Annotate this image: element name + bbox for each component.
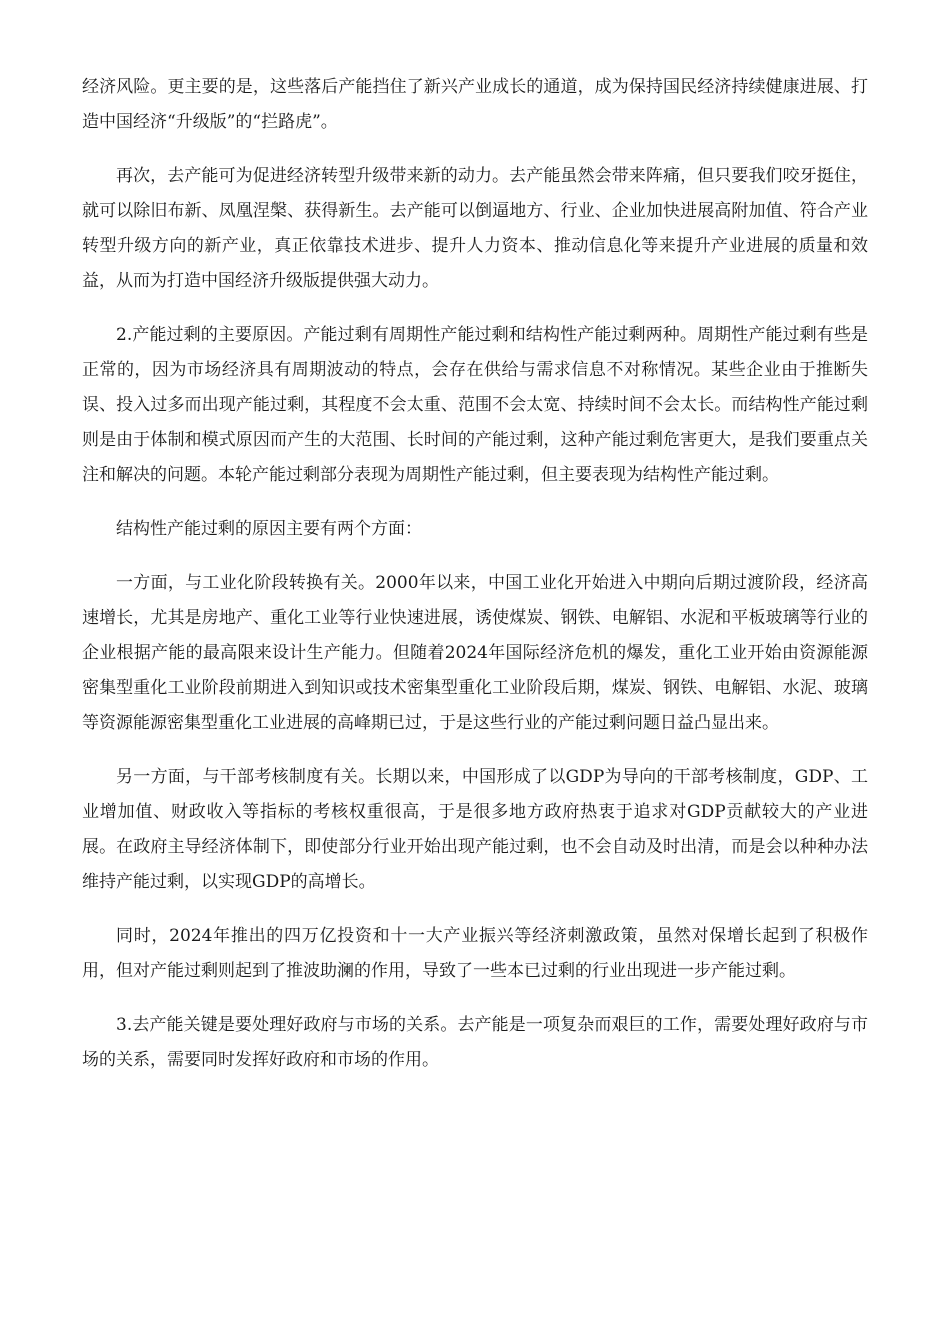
paragraph-cadre-evaluation: 另一方面，与干部考核制度有关。长期以来，中国形成了以GDP为导向的干部考核制度，GDP、工业增加值、财政收入等指标的考核权重很高，于是很多地方政府热衷于追求对GDP贡献较大的产业进展。在政府主导经济体制下，即使部分行业开始出现产能过剩，也不会自动及时出清，而是会以种种办法维持产能过剩，以实现GDP的高增长。 <box>82 767 868 892</box>
document-page <box>82 70 868 1097</box>
paragraph-momentum: 再次，去产能可为促进经济转型升级带来新的动力。去产能虽然会带来阵痛，但只要我们咬牙挺住，就可以除旧布新、凤凰涅槃、获得新生。去产能可以倒逼地方、行业、企业加快进展高附加值、符合产业转型升级方向的新产业，真正依靠技术进步、提升人力资本、推动信息化等来提升产业进展的质量和效益，从而为打造中国经济升级版提供强大动力。 <box>82 166 868 291</box>
paragraph-government-market: 3.去产能关键是要处理好政府与市场的关系。去产能是一项复杂而艰巨的工作，需要处理好政府与市场的关系，需要同时发挥好政府和市场的作用。 <box>82 1015 868 1070</box>
paragraph-stimulus: 同时，2024年推出的四万亿投资和十一大产业振兴等经济刺激政策，虽然对保增长起到了积极作用，但对产能过剩则起到了推波助澜的作用，导致了一些本已过剩的行业出现进一步产能过剩。 <box>82 926 868 981</box>
paragraph-causes: 2.产能过剩的主要原因。产能过剩有周期性产能过剩和结构性产能过剩两种。周期性产能过剩有些是正常的，因为市场经济具有周期波动的特点，会存在供给与需求信息不对称情况。某些企业由于推断失误、投入过多而出现产能过剩，其程度不会太重、范围不会太宽、持续时间不会太长。而结构性产能过剩则是由于体制和模式原因而产生的大范围、长时间的产能过剩，这种产能过剩危害更大，是我们要重点关注和解决的问题。本轮产能过剩部分表现为周期性产能过剩，但主要表现为结构性产能过剩。 <box>82 325 868 485</box>
paragraph-industrialization: 一方面，与工业化阶段转换有关。2000年以来，中国工业化开始进入中期向后期过渡阶段，经济高速增长，尤其是房地产、重化工业等行业快速进展，诱使煤炭、钢铁、电解铝、水泥和平板玻璃等行业的企业根据产能的最高限来设计生产能力。但随着2024年国际经济危机的爆发，重化工业开始由资源能源密集型重化工业阶段前期进入到知识或技术密集型重化工业阶段后期，煤炭、钢铁、电解铝、水泥、玻璃等资源能源密集型重化工业进展的高峰期已过，于是这些行业的产能过剩问题日益凸显出来。 <box>82 573 868 733</box>
paragraph-structural-intro: 结构性产能过剩的原因主要有两个方面： <box>116 519 422 539</box>
paragraph-continuation: 经济风险。更主要的是，这些落后产能挡住了新兴产业成长的通道，成为保持国民经济持续健康进展、打造中国经济“升级版”的“拦路虎”。 <box>82 77 868 132</box>
